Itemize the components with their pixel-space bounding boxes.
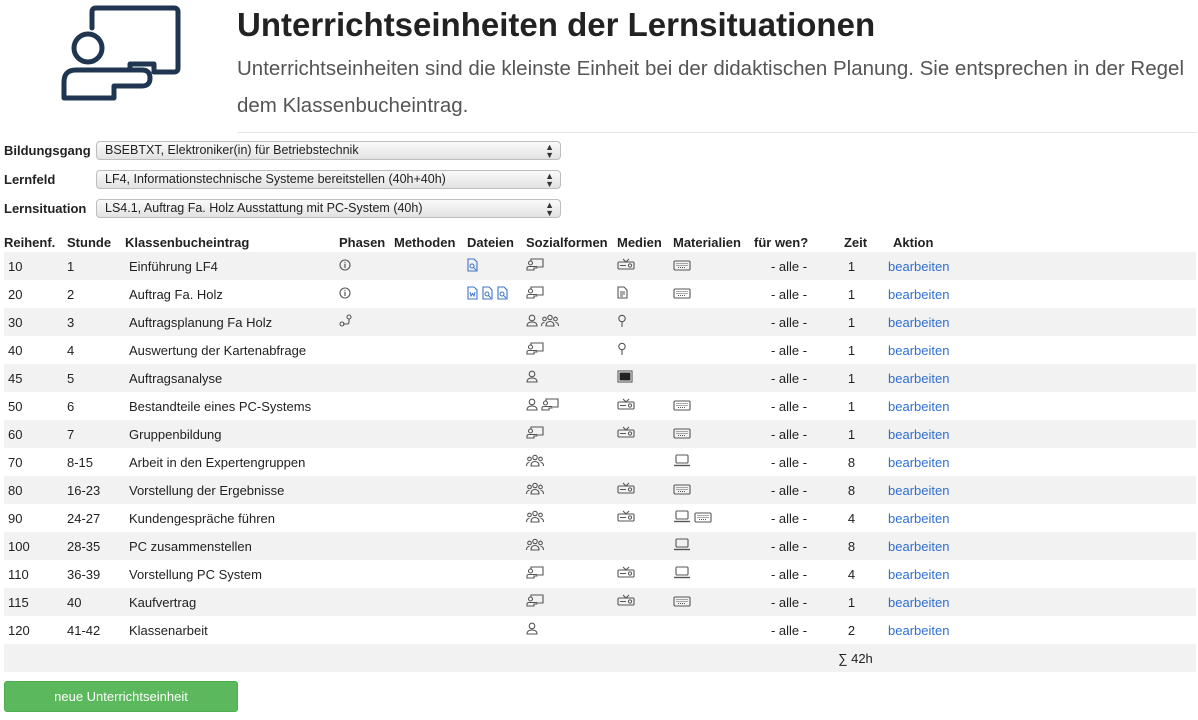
person-icon bbox=[526, 622, 538, 638]
cell-aktion bbox=[887, 616, 1196, 644]
cell-reihenfolge: 40 bbox=[8, 342, 23, 358]
col-dateien: Dateien bbox=[467, 234, 514, 250]
cell-phasen bbox=[339, 504, 394, 532]
cell-phasen bbox=[339, 364, 394, 392]
edit-link[interactable]: bearbeiten bbox=[888, 426, 950, 442]
cell-sozialformen bbox=[526, 588, 617, 616]
cell-materialien bbox=[673, 476, 754, 504]
cell-stunde: 24-27 bbox=[67, 510, 101, 526]
cell-materialien bbox=[673, 280, 754, 308]
cell-aktion bbox=[887, 448, 1196, 476]
cell-fuer-wen: - alle - bbox=[770, 538, 808, 554]
cell-reihenfolge: 70 bbox=[8, 454, 23, 470]
edit-link[interactable]: bearbeiten bbox=[888, 314, 950, 330]
edit-link[interactable]: bearbeiten bbox=[888, 482, 950, 498]
cell-sozialformen bbox=[526, 364, 617, 392]
cell-aktion bbox=[887, 336, 1196, 364]
cell-klassenbucheintrag: Auftragsanalyse bbox=[129, 370, 223, 386]
cell-stunde: 28-35 bbox=[67, 538, 101, 554]
cell-sozialformen bbox=[526, 308, 617, 336]
doc-search-icon[interactable] bbox=[467, 258, 479, 275]
cell-reihenfolge: 10 bbox=[8, 258, 23, 274]
cell-dateien bbox=[467, 392, 526, 420]
edit-link[interactable]: bearbeiten bbox=[888, 342, 950, 358]
cell-methoden bbox=[394, 364, 467, 392]
projector-icon bbox=[617, 566, 635, 582]
cell-klassenbucheintrag: Auswertung der Kartenabfrage bbox=[129, 342, 307, 358]
lernsituation-select[interactable] bbox=[96, 199, 561, 218]
presenter-icon bbox=[526, 286, 544, 302]
cell-zeit: 2 bbox=[847, 622, 856, 638]
bildungsgang-label: Bildungsgang bbox=[4, 142, 91, 158]
table-footer-row bbox=[4, 644, 1196, 672]
cell-aktion bbox=[887, 476, 1196, 504]
projector-icon bbox=[617, 398, 635, 414]
cell-stunde: 41-42 bbox=[67, 622, 101, 638]
teacher-board-logo-icon bbox=[58, 4, 182, 102]
table-row bbox=[4, 364, 1196, 392]
cell-aktion bbox=[887, 252, 1196, 280]
cell-fuer-wen: - alle - bbox=[770, 370, 808, 386]
cell-materialien bbox=[673, 420, 754, 448]
cell-phasen bbox=[339, 560, 394, 588]
cell-methoden bbox=[394, 504, 467, 532]
cell-medien bbox=[617, 448, 673, 476]
cell-aktion bbox=[887, 560, 1196, 588]
cell-materialien bbox=[673, 252, 754, 280]
cell-zeit: 8 bbox=[847, 482, 856, 498]
select-arrows-icon: ▲ ▼ bbox=[545, 141, 554, 160]
table-row bbox=[4, 588, 1196, 616]
cell-medien bbox=[617, 616, 673, 644]
cell-fuer-wen: - alle - bbox=[770, 454, 808, 470]
cell-reihenfolge: 50 bbox=[8, 398, 23, 414]
cell-methoden bbox=[394, 532, 467, 560]
cell-zeit: 1 bbox=[847, 286, 856, 302]
cell-klassenbucheintrag: Vorstellung PC System bbox=[129, 566, 262, 582]
table-row bbox=[4, 448, 1196, 476]
cell-phasen bbox=[339, 532, 394, 560]
cell-dateien bbox=[467, 448, 526, 476]
lernfeld-value: LF4, Informationstechnische Systeme bereitstellen (40h+40h) bbox=[105, 171, 446, 186]
edit-link[interactable]: bearbeiten bbox=[888, 510, 950, 526]
presenter-icon bbox=[526, 426, 544, 442]
cell-phasen bbox=[339, 280, 394, 308]
cell-sozialformen bbox=[526, 476, 617, 504]
new-unit-button[interactable]: neue Unterrichtseinheit bbox=[4, 681, 238, 712]
edit-link[interactable]: bearbeiten bbox=[888, 566, 950, 582]
total-time: ∑ 42h bbox=[824, 644, 887, 672]
info-icon bbox=[339, 259, 351, 274]
cell-klassenbucheintrag: Einführung LF4 bbox=[129, 258, 218, 274]
pin-icon bbox=[617, 314, 627, 331]
cell-sozialformen bbox=[526, 532, 617, 560]
cell-reihenfolge: 60 bbox=[8, 426, 23, 442]
cell-dateien bbox=[467, 504, 526, 532]
cell-methoden bbox=[394, 476, 467, 504]
cell-klassenbucheintrag: Gruppenbildung bbox=[129, 426, 222, 442]
cell-dateien bbox=[467, 252, 526, 280]
cell-materialien bbox=[673, 560, 754, 588]
cell-fuer-wen: - alle - bbox=[770, 426, 808, 442]
cell-methoden bbox=[394, 560, 467, 588]
cell-phasen bbox=[339, 336, 394, 364]
cell-stunde: 40 bbox=[67, 594, 82, 610]
person-icon bbox=[526, 314, 538, 330]
cell-zeit: 4 bbox=[847, 566, 856, 582]
cell-phasen bbox=[339, 476, 394, 504]
cell-aktion bbox=[887, 420, 1196, 448]
table-row bbox=[4, 336, 1196, 364]
edit-link[interactable]: bearbeiten bbox=[888, 258, 950, 274]
doc-word-icon[interactable] bbox=[467, 286, 479, 303]
projector-icon bbox=[617, 426, 635, 442]
col-materialien: Materialien bbox=[673, 234, 741, 250]
cell-zeit: 1 bbox=[847, 426, 856, 442]
keyboard-icon bbox=[673, 595, 691, 610]
bildungsgang-select[interactable] bbox=[96, 141, 561, 160]
presenter-icon bbox=[526, 342, 544, 358]
table-row bbox=[4, 280, 1196, 308]
table-row bbox=[4, 560, 1196, 588]
cell-reihenfolge: 110 bbox=[8, 566, 29, 582]
col-methoden: Methoden bbox=[394, 234, 456, 250]
laptop-icon bbox=[673, 538, 691, 554]
pin-icon bbox=[617, 342, 627, 359]
cell-dateien bbox=[467, 560, 526, 588]
cell-fuer-wen: - alle - bbox=[770, 510, 808, 526]
col-klassenbucheintrag[interactable]: Klassenbucheintrag bbox=[125, 234, 250, 250]
cell-aktion bbox=[887, 280, 1196, 308]
cell-stunde: 4 bbox=[67, 342, 75, 358]
col-zeit: Zeit bbox=[843, 234, 868, 250]
cell-medien bbox=[617, 560, 673, 588]
laptop-icon bbox=[673, 510, 691, 526]
document-icon[interactable] bbox=[617, 286, 628, 302]
cell-medien bbox=[617, 392, 673, 420]
keyboard-icon bbox=[673, 399, 691, 414]
page-subtitle: Unterrichtseinheiten sind die kleinste Einheit bei der didaktischen Planung. Sie entsprechen in der Regel dem Klassenbucheintrag. bbox=[237, 57, 1184, 117]
cell-sozialformen bbox=[526, 280, 617, 308]
cell-aktion bbox=[887, 588, 1196, 616]
cell-reihenfolge: 30 bbox=[8, 314, 23, 330]
presenter-icon bbox=[541, 398, 559, 414]
cell-reihenfolge: 120 bbox=[8, 622, 30, 638]
cell-materialien bbox=[673, 504, 754, 532]
cell-phasen bbox=[339, 588, 394, 616]
lernfeld-select[interactable] bbox=[96, 170, 561, 189]
cell-dateien bbox=[467, 364, 526, 392]
col-phasen: Phasen bbox=[339, 234, 386, 250]
cell-sozialformen bbox=[526, 420, 617, 448]
cell-klassenbucheintrag: Arbeit in den Expertengruppen bbox=[129, 454, 306, 470]
edit-link[interactable]: bearbeiten bbox=[888, 622, 950, 638]
cell-dateien bbox=[467, 420, 526, 448]
page-title: Unterrichtseinheiten der Lernsituationen bbox=[237, 6, 876, 43]
cell-phasen bbox=[339, 392, 394, 420]
cell-zeit: 1 bbox=[847, 342, 856, 358]
cell-methoden bbox=[394, 392, 467, 420]
cell-methoden bbox=[394, 308, 467, 336]
cell-dateien bbox=[467, 336, 526, 364]
cell-zeit: 4 bbox=[847, 510, 856, 526]
cell-medien bbox=[617, 532, 673, 560]
cell-dateien bbox=[467, 616, 526, 644]
cell-medien bbox=[617, 308, 673, 336]
laptop-icon bbox=[673, 454, 691, 470]
cell-methoden bbox=[394, 616, 467, 644]
cell-sozialformen bbox=[526, 336, 617, 364]
keyboard-icon bbox=[673, 427, 691, 442]
select-arrows-icon: ▲ ▼ bbox=[545, 170, 554, 189]
table-row bbox=[4, 532, 1196, 560]
cell-phasen bbox=[339, 252, 394, 280]
cell-aktion bbox=[887, 364, 1196, 392]
cell-klassenbucheintrag: Vorstellung der Ergebnisse bbox=[129, 482, 285, 498]
cell-medien bbox=[617, 280, 673, 308]
cell-klassenbucheintrag: Kundengespräche führen bbox=[129, 510, 276, 526]
cell-aktion bbox=[887, 308, 1196, 336]
cell-reihenfolge: 80 bbox=[8, 482, 23, 498]
doc-search-icon[interactable] bbox=[497, 286, 509, 303]
lernsituation-value: LS4.1, Auftrag Fa. Holz Ausstattung mit PC-System (40h) bbox=[105, 200, 423, 215]
cell-materialien bbox=[673, 532, 754, 560]
cell-klassenbucheintrag: Auftragsplanung Fa Holz bbox=[129, 314, 273, 330]
projector-icon bbox=[617, 482, 635, 498]
person-icon bbox=[526, 370, 538, 386]
cell-medien bbox=[617, 588, 673, 616]
table-row bbox=[4, 616, 1196, 644]
cell-zeit: 1 bbox=[847, 594, 856, 610]
cell-phasen bbox=[339, 308, 394, 336]
person-icon bbox=[526, 398, 538, 414]
presenter-icon bbox=[526, 594, 544, 610]
cell-klassenbucheintrag: Klassenarbeit bbox=[129, 622, 208, 638]
edit-link[interactable]: bearbeiten bbox=[888, 286, 950, 302]
cell-reihenfolge: 45 bbox=[8, 370, 23, 386]
laptop-icon bbox=[673, 566, 691, 582]
cell-materialien bbox=[673, 308, 754, 336]
projector-icon bbox=[617, 594, 635, 610]
cell-zeit: 1 bbox=[847, 370, 856, 386]
edit-link[interactable]: bearbeiten bbox=[888, 538, 950, 554]
cell-zeit: 1 bbox=[847, 398, 856, 414]
cell-aktion bbox=[887, 532, 1196, 560]
cell-medien bbox=[617, 336, 673, 364]
cell-aktion bbox=[887, 504, 1196, 532]
header-divider bbox=[237, 132, 1197, 133]
edit-link[interactable]: bearbeiten bbox=[888, 370, 950, 386]
table-row bbox=[4, 252, 1196, 280]
edit-link[interactable]: bearbeiten bbox=[888, 454, 950, 470]
table-header-row bbox=[4, 232, 1196, 252]
cell-reihenfolge: 90 bbox=[8, 510, 23, 526]
cell-zeit: 1 bbox=[847, 258, 856, 274]
cell-fuer-wen: - alle - bbox=[770, 594, 808, 610]
col-fuer-wen: für wen? bbox=[754, 234, 809, 250]
cell-dateien bbox=[467, 588, 526, 616]
cell-zeit: 8 bbox=[847, 454, 856, 470]
cell-medien bbox=[617, 504, 673, 532]
select-arrows-icon: ▲ ▼ bbox=[545, 199, 554, 218]
group-icon bbox=[526, 454, 544, 470]
cell-reihenfolge: 115 bbox=[8, 594, 29, 610]
cell-stunde: 1 bbox=[67, 258, 75, 274]
cell-sozialformen bbox=[526, 448, 617, 476]
keyboard-icon bbox=[673, 483, 691, 498]
cell-methoden bbox=[394, 448, 467, 476]
edit-link[interactable]: bearbeiten bbox=[888, 594, 950, 610]
lernfeld-row bbox=[4, 169, 561, 189]
cell-fuer-wen: - alle - bbox=[770, 622, 808, 638]
lernsituation-row bbox=[4, 198, 561, 218]
group-icon bbox=[526, 482, 544, 498]
cell-stunde: 2 bbox=[67, 286, 75, 302]
presenter-icon bbox=[526, 566, 544, 582]
cell-phasen bbox=[339, 420, 394, 448]
cell-methoden bbox=[394, 336, 467, 364]
cell-klassenbucheintrag: Auftrag Fa. Holz bbox=[129, 286, 223, 302]
lernsituation-label: Lernsituation bbox=[4, 200, 87, 216]
cell-sozialformen bbox=[526, 392, 617, 420]
cell-materialien bbox=[673, 588, 754, 616]
cell-medien bbox=[617, 252, 673, 280]
cell-fuer-wen: - alle - bbox=[770, 482, 808, 498]
doc-search-icon[interactable] bbox=[482, 286, 494, 303]
cell-materialien bbox=[673, 392, 754, 420]
cell-stunde: 6 bbox=[67, 398, 75, 414]
cell-materialien bbox=[673, 616, 754, 644]
group-icon bbox=[541, 314, 559, 330]
cell-dateien bbox=[467, 476, 526, 504]
cell-zeit: 1 bbox=[847, 314, 856, 330]
cell-fuer-wen: - alle - bbox=[770, 286, 808, 302]
cell-methoden bbox=[394, 588, 467, 616]
keyboard-icon bbox=[673, 259, 691, 274]
cell-sozialformen bbox=[526, 504, 617, 532]
cell-reihenfolge: 100 bbox=[8, 538, 30, 554]
cell-sozialformen bbox=[526, 616, 617, 644]
cell-materialien bbox=[673, 364, 754, 392]
bildungsgang-row bbox=[4, 140, 561, 160]
planning-icon bbox=[339, 314, 353, 330]
cell-reihenfolge: 20 bbox=[8, 286, 23, 302]
cell-fuer-wen: - alle - bbox=[770, 258, 808, 274]
col-sozialformen: Sozialformen bbox=[526, 234, 608, 250]
cell-sozialformen bbox=[526, 560, 617, 588]
table-row bbox=[4, 420, 1196, 448]
lernfeld-label: Lernfeld bbox=[4, 171, 56, 187]
projector-icon bbox=[617, 258, 635, 274]
table-row bbox=[4, 476, 1196, 504]
cell-dateien bbox=[467, 280, 526, 308]
units-table bbox=[4, 232, 1196, 672]
projector-icon bbox=[617, 510, 635, 526]
cell-medien bbox=[617, 476, 673, 504]
cell-klassenbucheintrag: PC zusammenstellen bbox=[129, 538, 252, 554]
cell-methoden bbox=[394, 280, 467, 308]
table-row bbox=[4, 392, 1196, 420]
col-stunde[interactable]: Stunde bbox=[67, 234, 112, 250]
cell-sozialformen bbox=[526, 252, 617, 280]
col-aktion: Aktion bbox=[893, 234, 934, 250]
cell-fuer-wen: - alle - bbox=[770, 314, 808, 330]
cell-stunde: 7 bbox=[67, 426, 75, 442]
cell-stunde: 16-23 bbox=[67, 482, 101, 498]
cell-materialien bbox=[673, 448, 754, 476]
keyboard-icon bbox=[694, 511, 712, 526]
cell-zeit: 8 bbox=[847, 538, 856, 554]
cell-fuer-wen: - alle - bbox=[770, 342, 808, 358]
table-row bbox=[4, 504, 1196, 532]
cell-stunde: 8-15 bbox=[67, 454, 94, 470]
cell-methoden bbox=[394, 252, 467, 280]
cell-stunde: 36-39 bbox=[67, 566, 101, 582]
info-icon bbox=[339, 287, 351, 302]
group-icon bbox=[526, 510, 544, 526]
col-reihenfolge[interactable]: Reihenf. bbox=[4, 234, 56, 250]
keyboard-icon bbox=[673, 287, 691, 302]
cell-materialien bbox=[673, 336, 754, 364]
edit-link[interactable]: bearbeiten bbox=[888, 398, 950, 414]
cell-stunde: 5 bbox=[67, 370, 75, 386]
cell-aktion bbox=[887, 392, 1196, 420]
table-row bbox=[4, 308, 1196, 336]
cell-phasen bbox=[339, 616, 394, 644]
cell-klassenbucheintrag: Kaufvertrag bbox=[129, 594, 197, 610]
cell-medien bbox=[617, 420, 673, 448]
cell-medien bbox=[617, 364, 673, 392]
blackboard-icon bbox=[617, 370, 633, 386]
cell-methoden bbox=[394, 420, 467, 448]
cell-phasen bbox=[339, 448, 394, 476]
cell-dateien bbox=[467, 532, 526, 560]
group-icon bbox=[526, 538, 544, 554]
bildungsgang-value: BSEBTXT, Elektroniker(in) für Betriebstechnik bbox=[105, 142, 359, 157]
cell-dateien bbox=[467, 308, 526, 336]
cell-stunde: 3 bbox=[67, 314, 75, 330]
col-medien: Medien bbox=[617, 234, 662, 250]
cell-klassenbucheintrag: Bestandteile eines PC-Systems bbox=[129, 398, 312, 414]
cell-fuer-wen: - alle - bbox=[770, 566, 808, 582]
presenter-icon bbox=[526, 258, 544, 274]
cell-fuer-wen: - alle - bbox=[770, 398, 808, 414]
